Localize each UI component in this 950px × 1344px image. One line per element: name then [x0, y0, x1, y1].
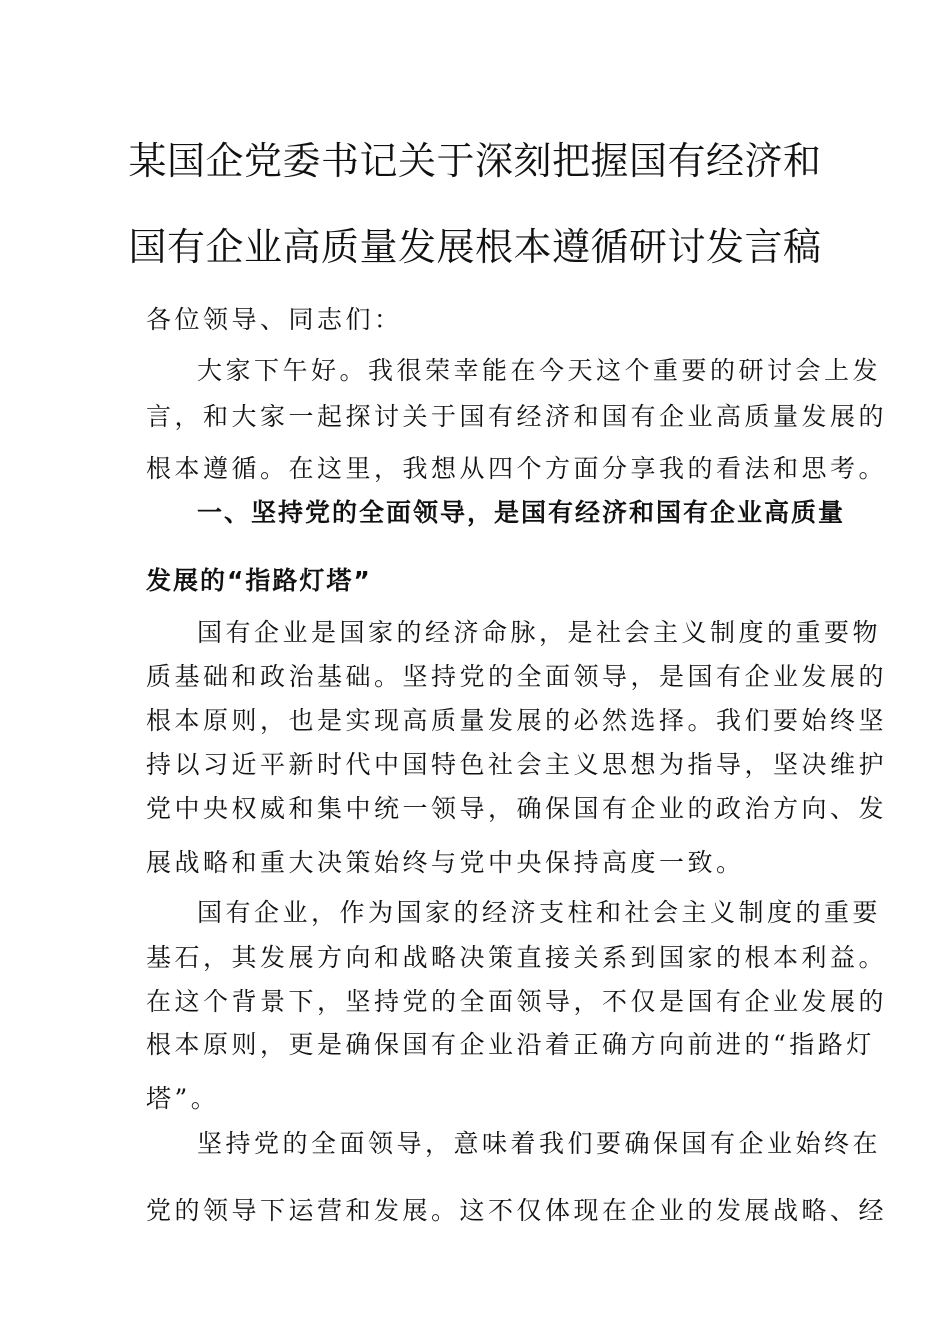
document-title-line-1: 某国企党委书记关于深刻把握国有经济和	[128, 139, 822, 183]
intro-line: 言，和大家一起探讨关于国有经济和国有企业高质量发展的	[146, 402, 888, 431]
section-1-heading: 发展的“指路灯塔”	[146, 566, 372, 595]
paragraph-1-line: 国有企业是国家的经济命脉，是社会主义制度的重要物	[197, 618, 882, 647]
intro-line: 根本遵循。在这里，我想从四个方面分享我的看法和思考。	[146, 454, 888, 483]
paragraph-3-line: 坚持党的全面领导，意味着我们要确保国有企业始终在	[197, 1129, 882, 1158]
intro-line: 大家下午好。我很荣幸能在今天这个重要的研讨会上发	[197, 356, 882, 385]
paragraph-1-line: 根本原则，也是实现高质量发展的必然选择。我们要始终坚	[146, 706, 888, 735]
paragraph-2-line: 塔”。	[146, 1084, 220, 1113]
paragraph-1-line: 展战略和重大决策始终与党中央保持高度一致。	[146, 848, 745, 877]
paragraph-1-line: 持以习近平新时代中国特色社会主义思想为指导，坚决维护	[146, 750, 888, 779]
paragraph-2-line: 在这个背景下，坚持党的全面领导，不仅是国有企业发展的	[146, 987, 888, 1016]
salutation: 各位领导、同志们：	[146, 305, 403, 334]
paragraph-1-line: 质基础和政治基础。坚持党的全面领导，是国有企业发展的	[146, 662, 888, 691]
section-1-heading: 一、坚持党的全面领导，是国有经济和国有企业高质量	[197, 498, 846, 527]
document-title-line-2: 国有企业高质量发展根本遵循研讨发言稿	[128, 225, 822, 269]
paragraph-1-line: 党中央权威和集中统一领导，确保国有企业的政治方向、发	[146, 794, 888, 823]
paragraph-2-line: 根本原则，更是确保国有企业沿着正确方向前进的“指路灯	[146, 1030, 875, 1059]
paragraph-2-line: 国有企业，作为国家的经济支柱和社会主义制度的重要	[197, 898, 882, 927]
paragraph-3-line: 党的领导下运营和发展。这不仅体现在企业的发展战略、经	[146, 1196, 888, 1225]
paragraph-2-line: 基石，其发展方向和战略决策直接关系到国家的根本利益。	[146, 943, 888, 972]
